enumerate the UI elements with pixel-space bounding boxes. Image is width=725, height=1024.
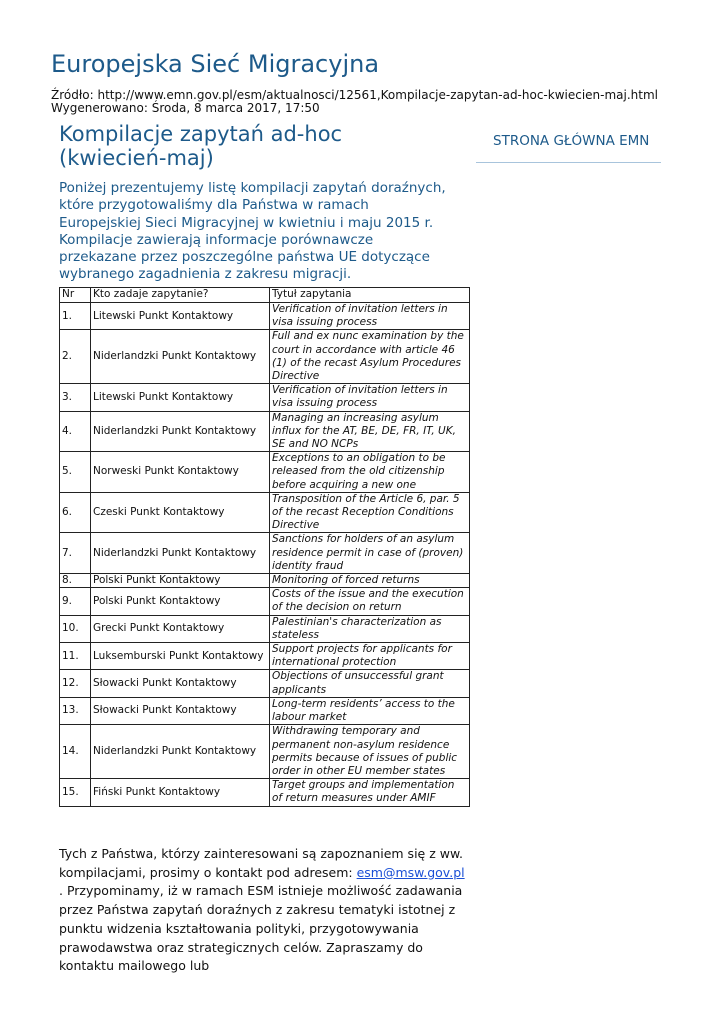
cell-nr: 9.	[60, 588, 91, 615]
cell-who: Niderlandzki Punkt Kontaktowy	[91, 330, 270, 384]
closing-paragraph	[59, 845, 469, 976]
cell-who: Niderlandzki Punkt Kontaktowy	[91, 411, 270, 452]
cell-who: Czeski Punkt Kontaktowy	[91, 492, 270, 533]
cell-who: Niderlandzki Punkt Kontaktowy	[91, 725, 270, 779]
table-row	[60, 533, 470, 574]
table-header-row	[60, 288, 470, 303]
home-link-divider	[476, 162, 661, 163]
table-row	[60, 411, 470, 452]
table-row	[60, 303, 470, 330]
cell-nr: 10.	[60, 615, 91, 642]
cell-who: Litewski Punkt Kontaktowy	[91, 303, 270, 330]
cell-nr: 2.	[60, 330, 91, 384]
cell-who: Grecki Punkt Kontaktowy	[91, 615, 270, 642]
cell-nr: 13.	[60, 697, 91, 724]
cell-who: Słowacki Punkt Kontaktowy	[91, 697, 270, 724]
table-body	[60, 303, 470, 807]
closing-text-start: Tych z Państwa, którzy zainteresowani są zapoznaniem się z ww. kompilacjami, prosimy o kontakt pod adresem:	[59, 846, 464, 880]
cell-nr: 6.	[60, 492, 91, 533]
cell-title: Verification of invitation letters in visa issuing process	[270, 303, 470, 330]
cell-nr: 14.	[60, 725, 91, 779]
cell-title: Long-term residents’ access to the labour market	[270, 697, 470, 724]
table-row	[60, 384, 470, 411]
cell-who: Polski Punkt Kontaktowy	[91, 588, 270, 615]
intro-paragraph: Poniżej prezentujemy listę kompilacji zapytań doraźnych, które przygotowaliśmy dla Państwa w ramach Europejskiej Sieci Migracyjnej w kwietniu i maju 2015 r. Kompilacje zawierają informacje porównawcze przekazane przez poszczególne państwa UE dotyczące wybranego zagadnienia z zakresu migracji.	[59, 180, 446, 283]
cell-who: Słowacki Punkt Kontaktowy	[91, 670, 270, 697]
cell-who: Polski Punkt Kontaktowy	[91, 574, 270, 588]
table-row	[60, 574, 470, 588]
cell-title: Managing an increasing asylum influx for the AT, BE, DE, FR, IT, UK, SE and NO NCPs	[270, 411, 470, 452]
cell-title: Sanctions for holders of an asylum residence permit in case of (proven) identity fraud	[270, 533, 470, 574]
cell-who: Litewski Punkt Kontaktowy	[91, 384, 270, 411]
cell-title: Support projects for applicants for international protection	[270, 643, 470, 670]
table-row	[60, 330, 470, 384]
home-link[interactable]: STRONA GŁÓWNA EMN	[493, 133, 650, 149]
cell-title: Costs of the issue and the execution of the decision on return	[270, 588, 470, 615]
table-row	[60, 588, 470, 615]
cell-nr: 15.	[60, 779, 91, 806]
table-row	[60, 670, 470, 697]
cell-nr: 1.	[60, 303, 91, 330]
cell-nr: 8.	[60, 574, 91, 588]
generated-date: Wygenerowano: Środa, 8 marca 2017, 17:50	[51, 101, 320, 115]
cell-title: Transposition of the Article 6, par. 5 of the recast Reception Conditions Directive	[270, 492, 470, 533]
header-nr: Nr	[60, 288, 91, 303]
cell-nr: 11.	[60, 643, 91, 670]
header-who: Kto zadaje zapytanie?	[91, 288, 270, 303]
cell-title: Monitoring of forced returns	[270, 574, 470, 588]
cell-who: Norweski Punkt Kontaktowy	[91, 452, 270, 493]
page-title: Kompilacje zapytań ad-hoc (kwiecień-maj)	[59, 122, 343, 170]
table-row	[60, 697, 470, 724]
cell-who: Luksemburski Punkt Kontaktowy	[91, 643, 270, 670]
cell-title: Palestinian's characterization as stateless	[270, 615, 470, 642]
email-link[interactable]: esm@msw.gov.pl	[356, 864, 465, 880]
page-meta	[51, 89, 658, 115]
table-row	[60, 492, 470, 533]
cell-who: Fiński Punkt Kontaktowy	[91, 779, 270, 806]
cell-nr: 4.	[60, 411, 91, 452]
table-row	[60, 643, 470, 670]
table-row	[60, 615, 470, 642]
table-row	[60, 725, 470, 779]
header-title: Tytuł zapytania	[270, 288, 470, 303]
cell-nr: 3.	[60, 384, 91, 411]
cell-nr: 7.	[60, 533, 91, 574]
source-url: Źródło: http://www.emn.gov.pl/esm/aktualnosci/12561,Kompilacje-zapytan-ad-hoc-kwiecien-maj.html	[51, 88, 659, 102]
table-row	[60, 779, 470, 806]
cell-title: Full and ex nunc examination by the court in accordance with article 46 (1) of the recast Asylum Procedures Directive	[270, 330, 470, 384]
queries-table	[59, 287, 470, 807]
cell-who: Niderlandzki Punkt Kontaktowy	[91, 533, 270, 574]
cell-title: Verification of invitation letters in visa issuing process	[270, 384, 470, 411]
site-title: Europejska Sieć Migracyjna	[51, 50, 380, 78]
cell-title: Objections of unsuccessful grant applicants	[270, 670, 470, 697]
cell-title: Exceptions to an obligation to be released from the old citizenship before acquiring a new one	[270, 452, 470, 493]
cell-nr: 12.	[60, 670, 91, 697]
cell-title: Withdrawing temporary and permanent non-asylum residence permits because of issues of public order in other EU member states	[270, 725, 470, 779]
table-row	[60, 452, 470, 493]
cell-nr: 5.	[60, 452, 91, 493]
closing-text-end: . Przypominamy, iż w ramach ESM istnieje możliwość zadawania przez Państwa zapytań doraźnych z zakresu tematyki istotnej z punktu widzenia kształtowania polityki, przygotowywania prawodawstwa oraz strategicznych celów. Zapraszamy do kontaktu mailowego lub	[59, 883, 463, 974]
cell-title: Target groups and implementation of return measures under AMIF	[270, 779, 470, 806]
